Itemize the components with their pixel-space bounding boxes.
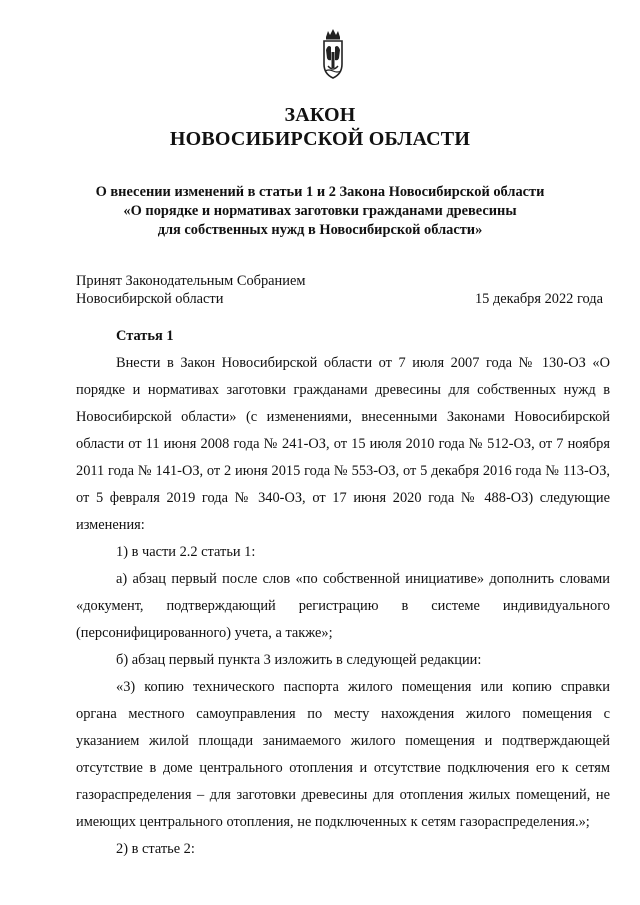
paragraph-item-1b: б) абзац первый пункта 3 изложить в следующей редакции: [116, 652, 482, 668]
article-1-body [76, 350, 610, 863]
article-1-title: Статья 1 [116, 328, 174, 344]
paragraph-item-1: 1) в части 2.2 статьи 1: [116, 544, 256, 560]
subtitle-line2: «О порядке и нормативах заготовки гражданами древесины [123, 203, 517, 219]
document-title-line2: НОВОСИБИРСКОЙ ОБЛАСТИ [169, 128, 471, 150]
paragraph-intro: Внести в Закон Новосибирской области от 7 июля 2007 года № 130-ОЗ «О порядке и нормативах заготовки гражданами древесины для собственных нужд в Новосибирской области» (с изменениями, внесенными Законами Новосибирской области от 11 июня 2008 года № 241-ОЗ, от 15 июля 2010 года № 512-ОЗ, от 7 ноября 2011 года № 141-ОЗ, от 2 июня 2015 года № 553-ОЗ, от 5 декабря 2016 года № 113-ОЗ, от 5 февраля 2019 года № 340-ОЗ, от 17 июня 2020 года № 488-ОЗ) следующие изменения: [76, 355, 610, 533]
adoption-date: 15 декабря 2022 года [474, 291, 603, 307]
paragraph-item-2: 2) в статье 2: [116, 841, 195, 857]
paragraph-item-1a: а) абзац первый после слов «по собственной инициативе» дополнить словами «документ, подтверждающий регистрацию в системе индивидуального (персонифицированного) учета, а также»; [76, 571, 610, 641]
adoption-line1: Принят Законодательным Собранием [76, 273, 306, 289]
document-title-line1: ЗАКОН [284, 104, 356, 126]
subtitle-line1: О внесении изменений в статьи 1 и 2 Закона Новосибирской области [95, 184, 545, 200]
coat-of-arms-icon [316, 28, 350, 82]
law-subtitle [0, 183, 640, 240]
paragraph-quote-3: «3) копию технического паспорта жилого помещения или копию справки органа местного самоуправления по месту нахождения жилого помещения с указанием жилой площади занимаемого жилого помещения и подтверждающей отсутствие в доме центрального отопления и отсутствие подключения его к сетям газораспределения – для заготовки древесины для отопления жилых помещений, не имеющих центрального отопления, не подключенных к сетям газораспределения.»; [76, 679, 610, 830]
subtitle-line3: для собственных нужд в Новосибирской области» [157, 222, 483, 238]
adoption-block [76, 272, 305, 308]
adoption-line2: Новосибирской области [76, 291, 224, 307]
